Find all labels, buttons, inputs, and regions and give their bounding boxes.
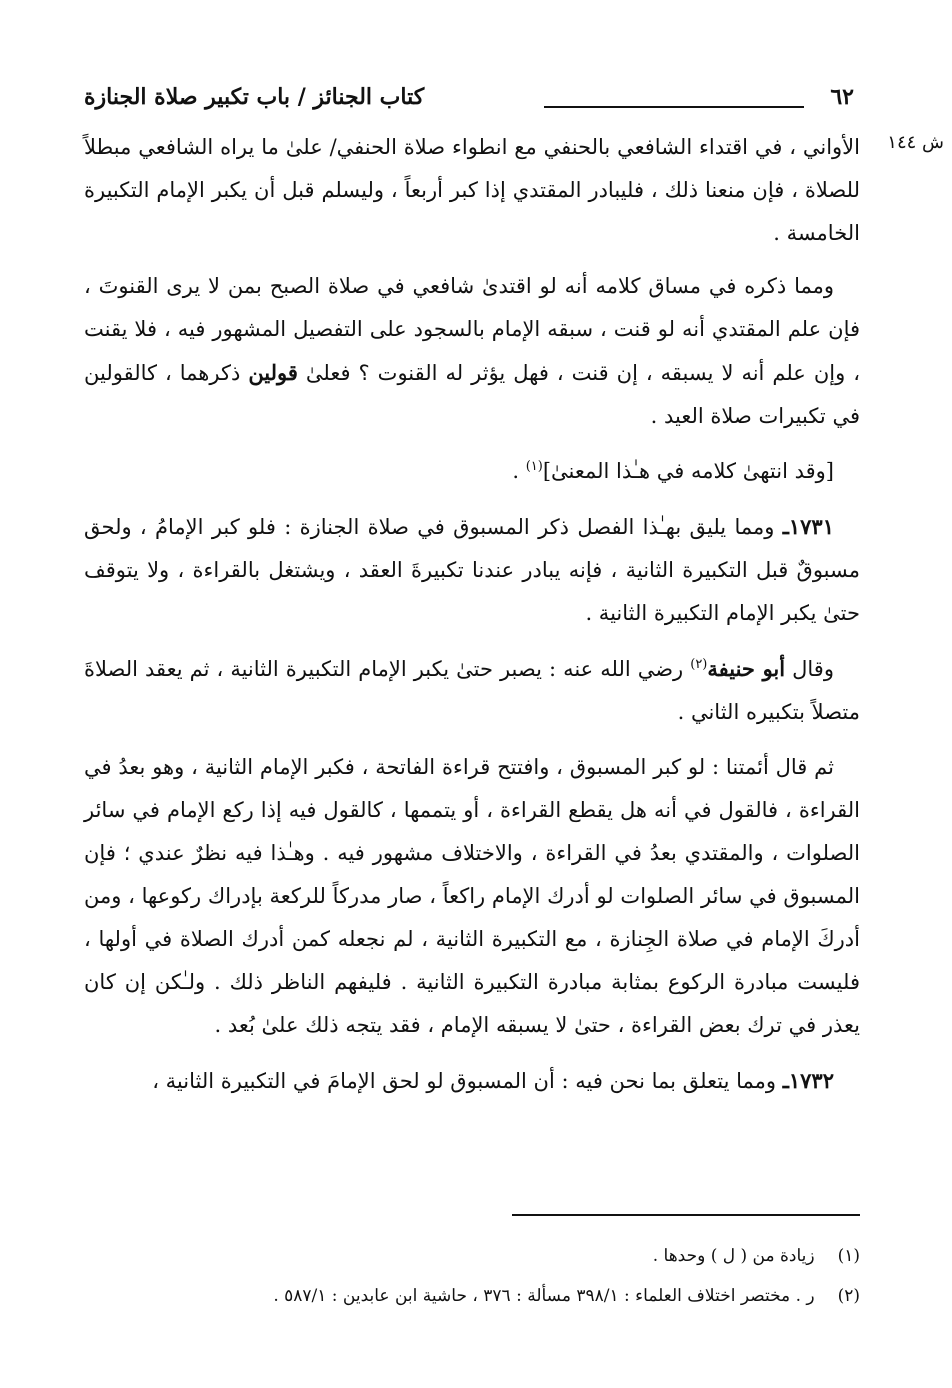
paragraph-1: الأواني ، في اقتداء الشافعي بالحنفي مع انطواء صلاة الحنفي/ علىٰ ما يراه الشافعي مبطلاً للصلاة ، فإن منعنا ذلك ، فليبادر المقتدي إذا كبر أربعاً ، وليسلم قبل أن يكبر الإمام التكبيرة الخامسة . xyxy=(84,135,860,245)
paragraph-5-part-b: رضي الله عنه : يصبر حتىٰ يكبر الإمام التكبيرة الثانية ، ثم يعقد الصلاةَ متصلاً بتكبيره الثاني . xyxy=(84,657,860,724)
paragraph-5-part-a: وقال xyxy=(785,657,834,681)
paragraph-2-part-a: ومما ذكره في مساق كلامه أنه لو اقتدىٰ شافعي في صلاة الصبح بمن لا يرى القنوتَ ، فإن علم المقتدي أنه لو قنت ، سبقه الإمام بالسجود على التفصيل المشهور فيه ، فلا يقنت ، وإن علم أنه لا يسبقه ، إن قنت ، فهل يؤثر له القنوت ؟ فعلىٰ xyxy=(84,274,860,385)
footnote-1-text: زيادة من ( ل ) وحدها . xyxy=(652,1246,815,1266)
header-rule xyxy=(544,106,804,108)
paragraph-3-end: . xyxy=(512,459,526,483)
paragraph-3 xyxy=(84,450,860,493)
footnotes xyxy=(84,1236,860,1316)
paragraph-2-part-b: ذكرهما ، كالقولين في تكبيرات صلاة العيد . xyxy=(84,361,860,428)
paragraph-1731-text: ومما يليق بهـٰذا الفصل ذكر المسبوق في صلاة الجنازة : فلو كبر الإمامُ ، ولحق مسبوقٌ قبل التكبيرة الثانية ، فإنه يبادر عندنا تكبيرةَ العقد ، ويشتغل بالقراءة ، ولا يتوقف حتىٰ يكبر الإمام التكبيرة الثانية . xyxy=(84,515,860,625)
footnote-rule xyxy=(512,1214,860,1216)
paragraph-1731 xyxy=(84,505,860,635)
page-number: ٦٢ xyxy=(830,84,854,110)
main-text xyxy=(84,126,860,1115)
running-title: كتاب الجنائز / باب تكبير صلاة الجنازة xyxy=(84,84,425,110)
footnote-1 xyxy=(84,1236,860,1276)
paragraph-5-bold: أبو حنيفة xyxy=(707,656,786,681)
footnote-1-number: (١) xyxy=(837,1246,860,1266)
paragraph-2-bold: قولين xyxy=(248,360,298,385)
page-header xyxy=(84,84,854,124)
footnote-ref-2: (٢) xyxy=(690,657,708,672)
margin-manuscript-note: ش ١٤٤ xyxy=(887,132,944,153)
paragraph-5 xyxy=(84,647,860,734)
footnote-2 xyxy=(84,1276,860,1316)
footnote-2-number: (٢) xyxy=(837,1286,860,1306)
section-number-1732: ١٧٣٢ـ xyxy=(782,1068,834,1093)
paragraph-2 xyxy=(84,265,860,438)
paragraph-6: ثم قال أئمتنا : لو كبر المسبوق ، وافتتح قراءة الفاتحة ، فكبر الإمام الثانية ، وهو بعدُ في القراءة ، فالقول في أنه هل يقطع القراءة ، أو يتممها ، كالقول فيه إذا ركع الإمام في سائر الصلوات ، والمقتدي بعدُ في القراءة ، والاختلاف مشهور فيه . وهـٰذا فيه نظرٌ عندي ؛ فإن المسبوق في سائر الصلوات لو أدرك الإمام راكعاً ، صار مدركاً للركعة بإدراك ركوعها ، ومن أدركَ الإمام في صلاة الجِنازة ، مع التكبيرة الثانية ، لم نجعله كمن أدرك الصلاة في أولها ، فليست مبادرة الركوع بمثابة مبادرة التكبيرة الثانية . فليفهم الناظر ذلك . ولـٰكن إن كان يعذر في ترك بعض القراءة ، حتىٰ لا يسبقه الإمام ، فقد يتجه ذلك علىٰ بُعد . xyxy=(84,755,860,1037)
paragraph-1732-text: ومما يتعلق بما نحن فيه : أن المسبوق لو لحق الإمامَ في التكبيرة الثانية ، xyxy=(152,1069,783,1093)
paragraph-3-text: [وقد انتهىٰ كلامه في هـٰذا المعنىٰ] xyxy=(542,459,834,483)
footnote-ref-1: (١) xyxy=(525,459,543,474)
section-number-1731: ١٧٣١ـ xyxy=(782,514,834,539)
paragraph-1732 xyxy=(84,1059,860,1103)
footnote-2-text: ر . مختصر اختلاف العلماء : ٣٩٨/١ مسألة : ٣٧٦ ، حاشية ابن عابدين : ٥٨٧/١ . xyxy=(273,1286,815,1306)
